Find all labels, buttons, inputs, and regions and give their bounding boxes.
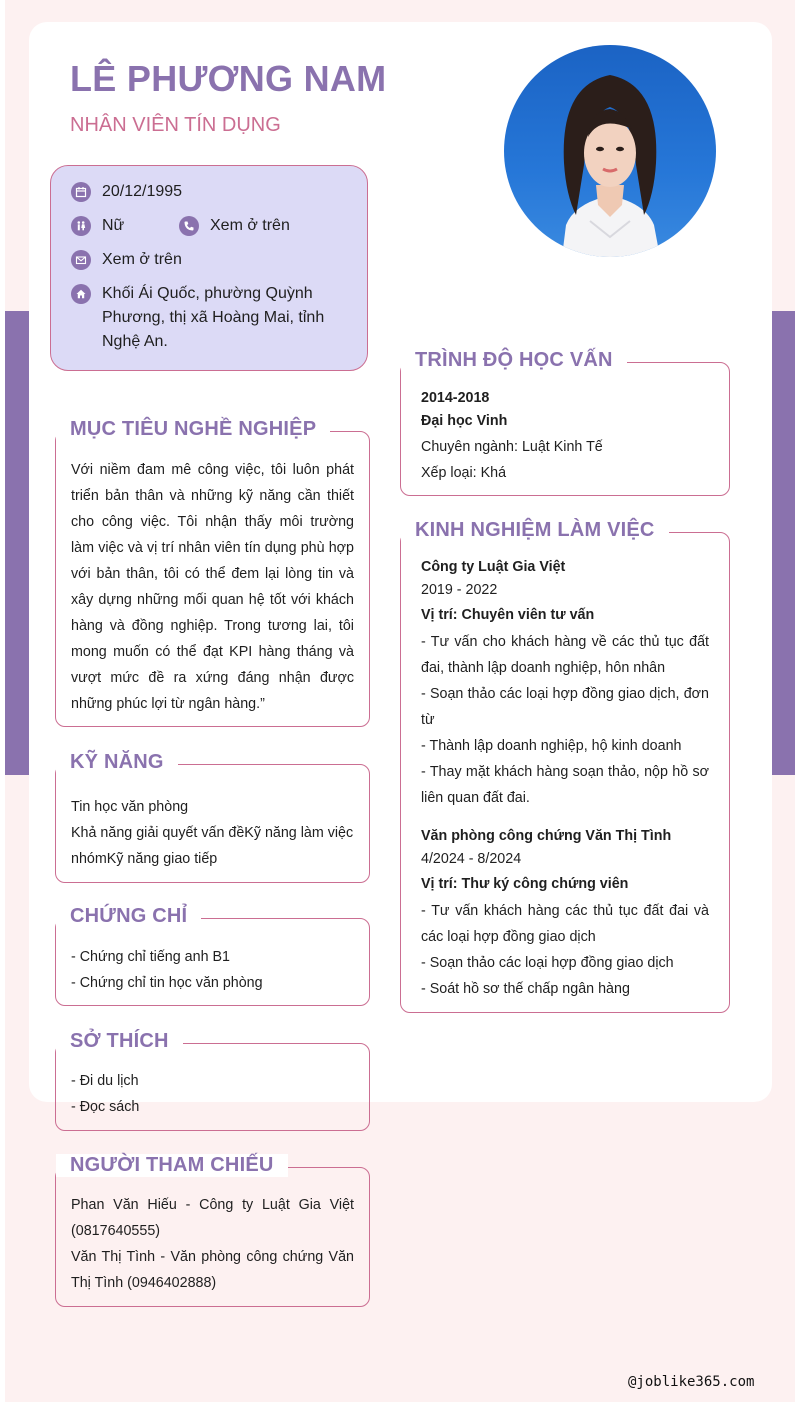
experience-title: KINH NGHIỆM LÀM VIỆC xyxy=(401,519,669,542)
mail-icon xyxy=(71,250,91,270)
profile-photo xyxy=(504,45,716,257)
gender-value: Nữ xyxy=(102,217,125,234)
skill-item: Khả năng giải quyết vấn đềKỹ năng làm việc nhómKỹ năng giao tiếp xyxy=(71,825,354,867)
certificates-list xyxy=(71,944,354,996)
watermark: @joblike365.com xyxy=(628,1374,755,1390)
education-grade: Xếp loại: Khá xyxy=(421,465,507,481)
address-value: Khối Ái Quốc, phường Quỳnh Phương, thị xã Hoàng Mai, tỉnh Nghệ An. xyxy=(102,285,325,350)
job-duty: - Thành lập doanh nghiệp, hộ kinh doanh xyxy=(421,738,682,754)
email-row xyxy=(71,248,182,272)
skills-title: KỸ NĂNG xyxy=(56,751,178,774)
job-duty: - Soạn thảo các loại hợp đồng giao dịch, đơn từ xyxy=(421,686,709,728)
certificates-title: CHỨNG CHỈ xyxy=(56,905,201,928)
job-duty: - Thay mặt khách hàng soạn thảo, nộp hồ sơ liên quan đất đai. xyxy=(421,764,709,806)
education-details xyxy=(421,385,711,486)
reference-item: Phan Văn Hiếu - Công ty Luật Gia Việt (0817640555) xyxy=(71,1197,354,1239)
job-2 xyxy=(421,825,709,1002)
calendar-icon xyxy=(71,182,91,202)
birthday-row xyxy=(71,180,182,204)
job-period: 2019 - 2022 xyxy=(421,582,498,598)
job-company: Công ty Luật Gia Việt xyxy=(421,559,566,575)
references-title: NGƯỜI THAM CHIẾU xyxy=(56,1154,288,1177)
gender-row xyxy=(71,214,124,238)
side-band-left xyxy=(5,311,29,775)
job-duty: - Tư vấn khách hàng các thủ tục đất đai và các loại hợp đồng giao dịch xyxy=(421,903,709,945)
objective-title: MỤC TIÊU NGHỀ NGHIỆP xyxy=(56,418,330,441)
hobbies-list xyxy=(71,1068,354,1120)
email-value: Xem ở trên xyxy=(102,251,182,268)
job-duty: - Soát hồ sơ thế chấp ngân hàng xyxy=(421,981,630,997)
hobbies-title: SỞ THÍCH xyxy=(56,1030,183,1053)
education-school: Đại học Vinh xyxy=(421,413,508,429)
certificate-item: - Chứng chỉ tin học văn phòng xyxy=(71,975,263,991)
candidate-name: LÊ PHƯƠNG NAM xyxy=(70,58,387,99)
job-title: NHÂN VIÊN TÍN DỤNG xyxy=(70,114,281,136)
gender-icon xyxy=(71,216,91,236)
phone-row xyxy=(179,214,290,238)
job-duty: - Soạn thảo các loại hợp đồng giao dịch xyxy=(421,955,674,971)
address-row xyxy=(71,282,341,354)
objective-text: Với niềm đam mê công việc, tôi luôn phát triển bản thân và những kỹ năng cần thiết cho công việc. Tôi nhận thấy môi trường làm việc và vị trí nhân viên tín dụng phù hợp với bản thân, tôi có thể đem lại lòng tin và xây dựng những mối quan hệ tốt với khách hàng và đồng nghiệp. Trong tương lai, tôi mong muốn có thể đạt KPI hàng tháng và vượt mức đề ra xứng đáng nhận được những phúc lợi từ ngân hàng.” xyxy=(71,462,354,712)
hobby-item: - Đọc sách xyxy=(71,1099,140,1115)
experience-details xyxy=(421,556,709,1002)
skill-item: Tin học văn phòng xyxy=(71,799,189,815)
phone-value: Xem ở trên xyxy=(210,217,290,234)
job-1 xyxy=(421,556,709,811)
job-duty: - Tư vấn cho khách hàng về các thủ tục đất đai, thành lập doanh nghiệp, hôn nhân xyxy=(421,634,709,676)
phone-icon xyxy=(179,216,199,236)
skills-list xyxy=(71,794,354,872)
job-company: Văn phòng công chứng Văn Thị Tình xyxy=(421,828,672,844)
certificate-item: - Chứng chỉ tiếng anh B1 xyxy=(71,949,230,965)
reference-item: Văn Thị Tình - Văn phòng công chứng Văn Thị Tình (0946402888) xyxy=(71,1249,354,1291)
references-list xyxy=(71,1192,354,1296)
job-period: 4/2024 - 8/2024 xyxy=(421,851,522,867)
education-major: Chuyên ngành: Luật Kinh Tế xyxy=(421,439,603,455)
job-position: Vị trí: Thư ký công chứng viên xyxy=(421,876,629,892)
birthday-value: 20/12/1995 xyxy=(102,183,183,200)
home-icon xyxy=(71,284,91,304)
education-period: 2014-2018 xyxy=(421,390,490,406)
job-position: Vị trí: Chuyên viên tư vấn xyxy=(421,607,595,623)
side-band-right xyxy=(772,311,795,775)
education-title: TRÌNH ĐỘ HỌC VẤN xyxy=(401,349,627,372)
hobby-item: - Đi du lịch xyxy=(71,1073,139,1089)
